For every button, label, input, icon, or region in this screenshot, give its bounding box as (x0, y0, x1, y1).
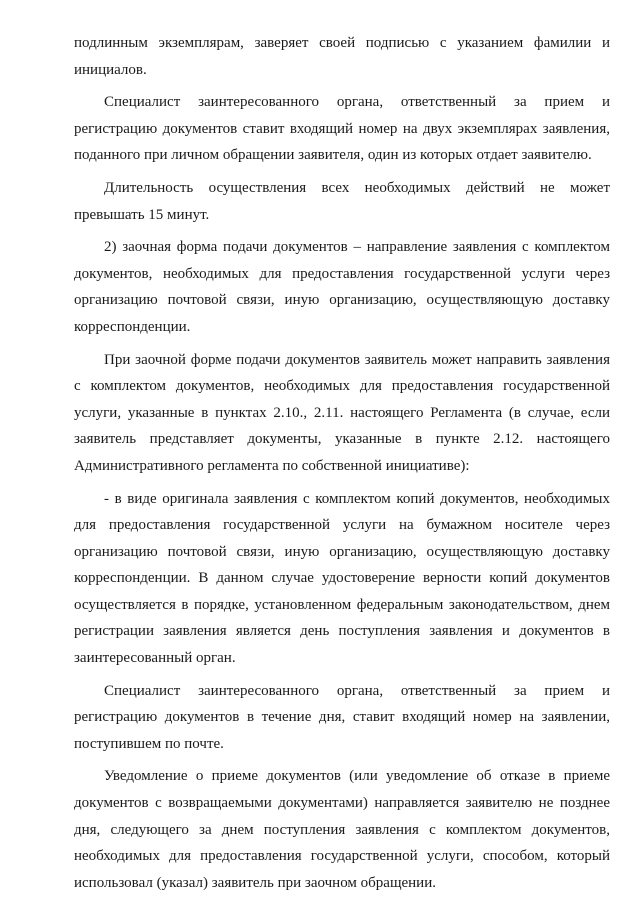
paragraph-remote-documents: При заочной форме подачи документов заявитель может направить заявления с комплектом документов, необходимых для предоставления государственной услуги, указанные в пунктах 2.10., 2.11. настоящего Регламента (в случае, если заявитель представляет документы, указанные в пункте 2.12. настоящего Административного регламента по собственной инициативе): (74, 351, 610, 474)
paragraph-continuation: подлинным экземплярам, заверяет своей подписью с указанием фамилии и инициалов. (74, 35, 610, 78)
paragraph-notification: Уведомление о приеме документов (или уведомление об отказе в приеме документов с возвращаемыми документами) направляется заявителю не позднее дня, следующего за днем поступления заявления с комплектом документов, необходимых для предоставления государственной услуги, способом, который использовал (указал) заявитель при заочном обращении. (74, 768, 610, 891)
paragraph-specialist-registration: Специалист заинтересованного органа, ответственный за прием и регистрацию документов ставит входящий номер на двух экземплярах заявления, поданного при личном обращении заявителя, один из которых отдает заявителю. (74, 94, 610, 164)
paragraph-duration: Длительность осуществления всех необходимых действий не может превышать 15 минут. (74, 179, 610, 223)
paragraph-original-copies: - в виде оригинала заявления с комплектом копий документов, необходимых для предоставления государственной услуги на бумажном носителе через организацию почтовой связи, иную организацию, осуществляющую доставку корреспонденции. В данном случае удостоверение верности копий документов осуществляется в порядке, установленном федеральным законодательством, днем регистрации заявления является день поступления заявления и документов в заинтересованный орган. (74, 490, 610, 667)
paragraph-remote-submission: 2) заочная форма подачи документов – направление заявления с комплектом документов, необходимых для предоставления государственной услуги через организацию почтовой связи, иную организацию, осуществляющую доставку корреспонденции. (74, 239, 610, 335)
paragraph-specialist-mail: Специалист заинтересованного органа, ответственный за прием и регистрацию документов в течение дня, ставит входящий номер на заявлении, поступившем по почте. (74, 682, 610, 752)
